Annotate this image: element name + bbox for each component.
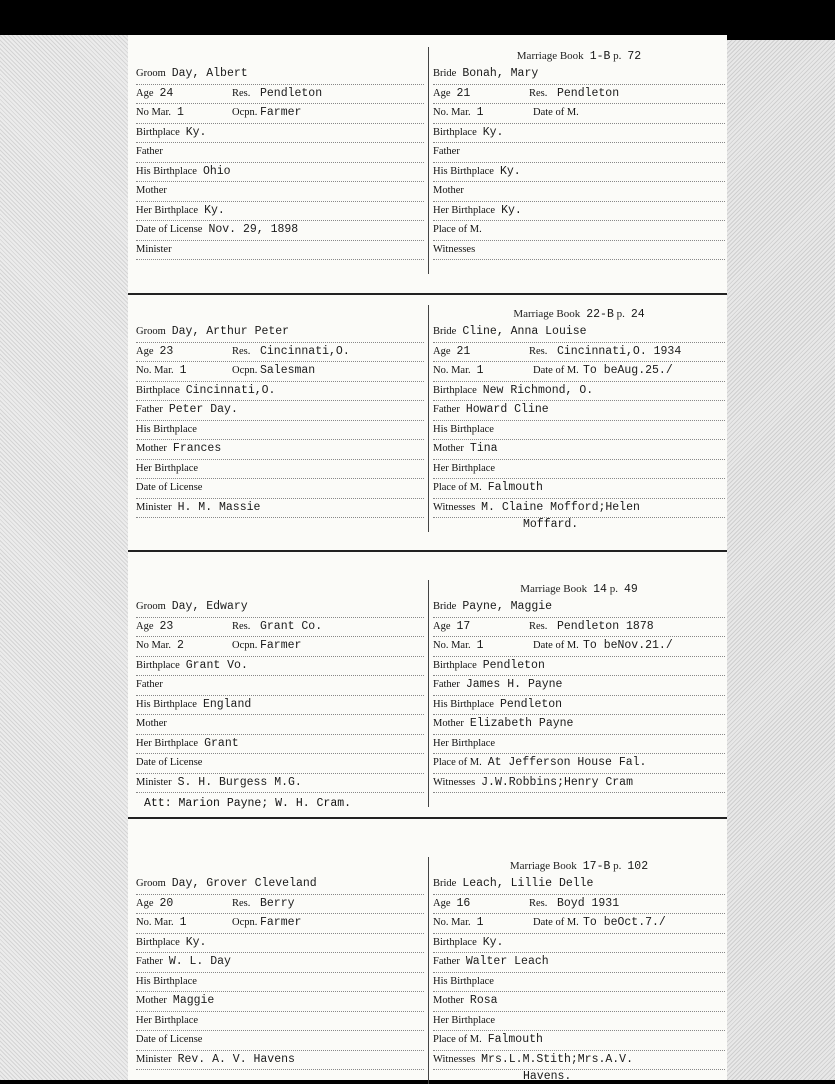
field-value: 1 bbox=[476, 916, 484, 929]
field-value: Walter Leach bbox=[465, 955, 549, 968]
field-label: Date of License bbox=[136, 757, 203, 768]
page-label: p. bbox=[616, 308, 625, 320]
bride-section bbox=[428, 580, 725, 807]
groom-field-age bbox=[136, 895, 424, 915]
groom-section bbox=[136, 875, 424, 1070]
bride-field-no-mar bbox=[433, 104, 725, 124]
marriage-book-reference bbox=[433, 47, 725, 65]
marriage-book-label: Marriage Book bbox=[513, 308, 581, 320]
page-label: p. bbox=[613, 860, 622, 872]
field-value: Ky. bbox=[501, 203, 522, 217]
bride-field-father bbox=[433, 401, 725, 421]
field-label: Father bbox=[136, 956, 163, 967]
bride-section bbox=[428, 857, 725, 1084]
field-label: No. Mar. bbox=[433, 917, 471, 928]
field-label: Her Birthplace bbox=[433, 204, 496, 216]
field-label: Her Birthplace bbox=[433, 462, 496, 474]
field-value: 1 bbox=[476, 639, 484, 652]
field-value: Day, Arthur Peter bbox=[171, 325, 290, 338]
bride-field-father bbox=[433, 143, 725, 163]
bride-field-age bbox=[433, 343, 725, 363]
groom-field-age bbox=[136, 85, 424, 105]
field-label: Mother bbox=[136, 995, 167, 1006]
field-label: Age bbox=[136, 620, 154, 632]
bride-field-witnesses bbox=[433, 499, 725, 519]
field-label: Groom bbox=[136, 878, 166, 889]
bride-field-his-birthplace bbox=[433, 973, 725, 993]
field-value: Howard Cline bbox=[465, 403, 549, 416]
field-label: Mother bbox=[433, 995, 464, 1006]
field-value: 23 bbox=[159, 344, 174, 358]
field-value: Falmouth bbox=[487, 1033, 543, 1046]
groom-field-age bbox=[136, 618, 424, 638]
field-value-secondary: Salesman bbox=[260, 364, 316, 377]
field-label: Bride bbox=[433, 878, 457, 889]
field-value-secondary: To beNov.21./ bbox=[583, 639, 673, 652]
groom-field-mother bbox=[136, 440, 424, 460]
field-label: Bride bbox=[433, 326, 457, 337]
field-value: 1 bbox=[179, 364, 187, 377]
field-label: Place of M. bbox=[433, 757, 482, 768]
field-value: 21 bbox=[456, 344, 471, 358]
field-value-secondary: Cincinnati,O. bbox=[260, 344, 350, 358]
bride-field-her-birthplace bbox=[433, 1012, 725, 1032]
field-value: 23 bbox=[159, 619, 174, 633]
marriage-book-number: 1-B bbox=[589, 50, 611, 63]
field-value: 2 bbox=[177, 639, 184, 652]
bride-field-no-mar bbox=[433, 362, 725, 382]
field-label-secondary: Res. bbox=[232, 87, 251, 99]
field-value-secondary: Cincinnati,O. 1934 bbox=[557, 344, 682, 358]
field-value: W. L. Day bbox=[168, 955, 231, 968]
field-label-secondary: Ocpn. bbox=[232, 107, 258, 118]
field-label: Birthplace bbox=[136, 936, 180, 948]
bride-field-place-of-m bbox=[433, 479, 725, 499]
field-label-secondary: Date of M. bbox=[533, 365, 579, 376]
bride-field-his-birthplace bbox=[433, 163, 725, 183]
groom-field-date-of-license bbox=[136, 221, 424, 241]
field-value: 1 bbox=[476, 364, 484, 377]
bride-field-mother bbox=[433, 182, 725, 202]
field-value-secondary: Pendleton 1878 bbox=[557, 619, 654, 633]
field-value: Rev. A. V. Havens bbox=[177, 1052, 295, 1066]
field-value: Pendleton bbox=[482, 658, 545, 672]
field-value: H. M. Massie bbox=[177, 500, 261, 514]
field-value: 16 bbox=[456, 896, 471, 910]
groom-field-his-birthplace bbox=[136, 696, 424, 716]
groom-field-her-birthplace bbox=[136, 1012, 424, 1032]
groom-field-birthplace bbox=[136, 934, 424, 954]
witnesses-continuation: Moffard. bbox=[523, 518, 579, 531]
field-value: Falmouth bbox=[487, 481, 543, 494]
field-label: Place of M. bbox=[433, 224, 482, 235]
bride-field-birthplace bbox=[433, 657, 725, 677]
field-label-secondary: Res. bbox=[232, 897, 251, 909]
groom-section bbox=[136, 65, 424, 260]
field-value-secondary: Berry bbox=[260, 896, 295, 910]
bride-field-bride bbox=[433, 875, 725, 895]
field-label: Her Birthplace bbox=[433, 737, 496, 749]
field-label: Date of License bbox=[136, 224, 203, 235]
field-value-secondary: Farmer bbox=[260, 106, 302, 119]
field-label: Place of M. bbox=[433, 482, 482, 493]
field-label-secondary: Res. bbox=[529, 87, 548, 99]
groom-field-father bbox=[136, 401, 424, 421]
bride-field-birthplace bbox=[433, 382, 725, 402]
witnesses-continuation bbox=[433, 793, 725, 807]
marriage-book-number: 22-B bbox=[586, 308, 614, 321]
field-value-secondary: To beOct.7./ bbox=[583, 916, 666, 929]
field-label-secondary: Ocpn. bbox=[232, 365, 258, 376]
field-label-secondary: Res. bbox=[232, 620, 251, 632]
field-label: Age bbox=[136, 87, 154, 99]
field-label: Birthplace bbox=[136, 659, 180, 671]
bride-section bbox=[428, 47, 725, 274]
field-label-secondary: Date of M. bbox=[533, 917, 579, 928]
groom-field-date-of-license bbox=[136, 479, 424, 499]
marriage-record-card bbox=[128, 817, 727, 1083]
field-value: Ky. bbox=[482, 935, 504, 949]
bride-field-bride bbox=[433, 598, 725, 618]
field-value: S. H. Burgess M.G. bbox=[177, 775, 302, 789]
groom-field-his-birthplace bbox=[136, 163, 424, 183]
field-value: Cincinnati,O. bbox=[185, 383, 276, 397]
field-value: Grant bbox=[204, 736, 239, 750]
field-label: Witnesses bbox=[433, 776, 476, 788]
field-label: Age bbox=[433, 345, 451, 357]
field-label: His Birthplace bbox=[433, 975, 494, 987]
field-label-secondary: Res. bbox=[232, 345, 251, 357]
marriage-book-reference bbox=[433, 580, 725, 598]
field-value: Payne, Maggie bbox=[462, 600, 553, 613]
attestation-note: Att: Marion Payne; W. H. Cram. bbox=[144, 797, 352, 810]
marriage-record-card bbox=[128, 550, 727, 819]
field-label: Father bbox=[433, 146, 460, 157]
field-label: Mother bbox=[433, 443, 464, 454]
groom-field-minister bbox=[136, 241, 424, 261]
bride-field-his-birthplace bbox=[433, 696, 725, 716]
groom-field-no-mar bbox=[136, 914, 424, 934]
field-label: Her Birthplace bbox=[136, 737, 199, 749]
groom-field-date-of-license bbox=[136, 754, 424, 774]
bride-field-bride bbox=[433, 323, 725, 343]
bride-field-her-birthplace bbox=[433, 202, 725, 222]
field-value: New Richmond, O. bbox=[482, 383, 594, 397]
field-label: Her Birthplace bbox=[136, 462, 199, 474]
field-label: Birthplace bbox=[136, 126, 180, 138]
field-label: Mother bbox=[136, 185, 167, 196]
field-label: His Birthplace bbox=[433, 423, 494, 435]
bride-field-no-mar bbox=[433, 637, 725, 657]
field-value: Ky. bbox=[499, 164, 521, 178]
page-label: p. bbox=[609, 583, 618, 595]
groom-field-father bbox=[136, 676, 424, 696]
field-label: Birthplace bbox=[433, 659, 477, 671]
field-label-secondary: Date of M. bbox=[533, 640, 579, 651]
witnesses-continuation bbox=[433, 260, 725, 274]
field-label: Minister bbox=[136, 243, 172, 255]
field-value: Leach, Lillie Delle bbox=[462, 877, 594, 890]
field-label: Her Birthplace bbox=[136, 1014, 199, 1026]
bride-field-his-birthplace bbox=[433, 421, 725, 441]
groom-section bbox=[136, 323, 424, 518]
marriage-record-card bbox=[128, 35, 727, 295]
field-value: Peter Day. bbox=[168, 403, 238, 416]
field-value: 1 bbox=[476, 106, 484, 119]
page-label: p. bbox=[613, 50, 622, 62]
bride-section bbox=[428, 305, 725, 532]
field-label: Mother bbox=[136, 718, 167, 729]
field-label: Mother bbox=[433, 718, 464, 729]
field-label: His Birthplace bbox=[433, 165, 494, 177]
field-value: 17 bbox=[456, 619, 471, 633]
field-value: Maggie bbox=[172, 994, 215, 1007]
field-value: Elizabeth Payne bbox=[469, 717, 574, 730]
groom-field-minister bbox=[136, 499, 424, 519]
field-label: No. Mar. bbox=[136, 917, 174, 928]
field-label: Age bbox=[433, 897, 451, 909]
groom-field-groom bbox=[136, 65, 424, 85]
bride-field-age bbox=[433, 85, 725, 105]
field-value-secondary: Grant Co. bbox=[260, 619, 323, 633]
page-number: 49 bbox=[623, 583, 638, 596]
field-label: Age bbox=[433, 87, 451, 99]
field-label: Father bbox=[136, 404, 163, 415]
field-label: Birthplace bbox=[433, 936, 477, 948]
groom-field-his-birthplace bbox=[136, 973, 424, 993]
bride-field-mother bbox=[433, 440, 725, 460]
groom-field-her-birthplace bbox=[136, 202, 424, 222]
bride-field-no-mar bbox=[433, 914, 725, 934]
groom-field-date-of-license bbox=[136, 1031, 424, 1051]
bride-field-bride bbox=[433, 65, 725, 85]
bride-field-her-birthplace bbox=[433, 460, 725, 480]
field-label: Father bbox=[433, 404, 460, 415]
page-number: 72 bbox=[627, 50, 642, 63]
field-label-secondary: Res. bbox=[529, 345, 548, 357]
groom-field-no-mar bbox=[136, 637, 424, 657]
groom-field-minister bbox=[136, 774, 424, 794]
marriage-book-label: Marriage Book bbox=[509, 860, 577, 872]
right-margin-strip bbox=[727, 40, 835, 1080]
bride-field-place-of-m bbox=[433, 754, 725, 774]
marriage-book-reference bbox=[433, 305, 725, 323]
bride-field-father bbox=[433, 953, 725, 973]
field-value: England bbox=[202, 697, 252, 711]
field-label: His Birthplace bbox=[136, 165, 197, 177]
field-value: 20 bbox=[159, 896, 174, 910]
field-label-secondary: Ocpn. bbox=[232, 917, 258, 928]
field-label: Groom bbox=[136, 68, 166, 79]
groom-field-mother bbox=[136, 715, 424, 735]
groom-field-no-mar bbox=[136, 362, 424, 382]
field-label: His Birthplace bbox=[136, 975, 197, 987]
field-label: Groom bbox=[136, 601, 166, 612]
field-label: Birthplace bbox=[433, 384, 477, 396]
field-value: Ky. bbox=[185, 935, 207, 949]
field-label: Witnesses bbox=[433, 243, 476, 255]
field-label: Birthplace bbox=[433, 126, 477, 138]
groom-field-father bbox=[136, 143, 424, 163]
field-label: No Mar. bbox=[136, 640, 171, 651]
field-label: No Mar. bbox=[136, 107, 171, 118]
field-value: 24 bbox=[159, 86, 174, 100]
groom-field-birthplace bbox=[136, 382, 424, 402]
bride-field-witnesses bbox=[433, 774, 725, 794]
bride-field-birthplace bbox=[433, 934, 725, 954]
field-value-secondary: Pendleton bbox=[260, 86, 323, 100]
field-label: Birthplace bbox=[136, 384, 180, 396]
field-value: Day, Edwary bbox=[171, 600, 248, 613]
field-value: Nov. 29, 1898 bbox=[208, 223, 299, 236]
bride-field-mother bbox=[433, 992, 725, 1012]
bride-field-witnesses bbox=[433, 1051, 725, 1071]
field-label: His Birthplace bbox=[136, 423, 197, 435]
field-label-secondary: Res. bbox=[529, 620, 548, 632]
bride-field-age bbox=[433, 618, 725, 638]
field-value: Tina bbox=[469, 442, 498, 455]
marriage-record-card bbox=[128, 293, 727, 552]
field-value-secondary: Farmer bbox=[260, 916, 302, 929]
groom-field-minister bbox=[136, 1051, 424, 1071]
field-label: No. Mar. bbox=[433, 365, 471, 376]
field-label: Mother bbox=[433, 185, 464, 196]
witnesses-continuation: Havens. bbox=[523, 1070, 572, 1083]
field-label: Groom bbox=[136, 326, 166, 337]
bride-field-father bbox=[433, 676, 725, 696]
bride-field-age bbox=[433, 895, 725, 915]
field-value: At Jefferson House Fal. bbox=[487, 756, 647, 769]
field-label: Father bbox=[136, 146, 163, 157]
groom-field-her-birthplace bbox=[136, 460, 424, 480]
field-label: Witnesses bbox=[433, 501, 476, 513]
field-value: Frances bbox=[172, 442, 222, 455]
field-value-secondary: Pendleton bbox=[557, 86, 620, 100]
field-label: Father bbox=[433, 679, 460, 690]
field-value-secondary: Farmer bbox=[260, 639, 302, 652]
bride-field-her-birthplace bbox=[433, 735, 725, 755]
marriage-book-number: 14 bbox=[593, 583, 607, 596]
groom-field-mother bbox=[136, 992, 424, 1012]
field-label: Age bbox=[433, 620, 451, 632]
field-label: Age bbox=[136, 345, 154, 357]
groom-field-father bbox=[136, 953, 424, 973]
field-value: Bonah, Mary bbox=[462, 67, 539, 80]
marriage-book-reference bbox=[433, 857, 725, 875]
bride-field-place-of-m bbox=[433, 1031, 725, 1051]
bride-field-mother bbox=[433, 715, 725, 735]
groom-field-birthplace bbox=[136, 657, 424, 677]
marriage-book-number: 17-B bbox=[582, 860, 611, 873]
groom-field-groom bbox=[136, 598, 424, 618]
field-value: M. Claine Mofford;Helen bbox=[481, 500, 640, 514]
field-label: Father bbox=[433, 956, 460, 967]
field-value: Pendleton bbox=[499, 697, 563, 711]
field-label: Minister bbox=[136, 1053, 172, 1065]
field-value: Ky. bbox=[185, 125, 207, 139]
page-number: 102 bbox=[627, 860, 649, 873]
bride-field-place-of-m bbox=[433, 221, 725, 241]
field-value: Ky. bbox=[204, 203, 225, 217]
field-label: His Birthplace bbox=[136, 698, 197, 710]
groom-field-his-birthplace bbox=[136, 421, 424, 441]
field-value: Mrs.L.M.Stith;Mrs.A.V. bbox=[481, 1052, 633, 1066]
field-value: 1 bbox=[179, 916, 187, 929]
field-label: No. Mar. bbox=[433, 640, 471, 651]
field-label-secondary: Ocpn. bbox=[232, 640, 258, 651]
field-label: Place of M. bbox=[433, 1034, 482, 1045]
field-label: Mother bbox=[136, 443, 167, 454]
field-value: Cline, Anna Louise bbox=[462, 325, 587, 338]
field-label: No. Mar. bbox=[433, 107, 471, 118]
field-label: His Birthplace bbox=[433, 698, 494, 710]
field-value-secondary: To beAug.25./ bbox=[583, 364, 673, 377]
record-sheet bbox=[128, 35, 727, 1083]
page-number: 24 bbox=[630, 308, 645, 321]
field-label: Bride bbox=[433, 601, 457, 612]
groom-field-groom bbox=[136, 323, 424, 343]
groom-field-her-birthplace bbox=[136, 735, 424, 755]
field-value: Ohio bbox=[202, 164, 231, 178]
field-value-secondary: Boyd 1931 bbox=[557, 896, 620, 910]
field-label: Her Birthplace bbox=[136, 204, 199, 216]
groom-field-age bbox=[136, 343, 424, 363]
field-label: Minister bbox=[136, 501, 172, 513]
field-label-secondary: Date of M. bbox=[533, 107, 579, 118]
left-margin-strip bbox=[0, 35, 128, 1080]
field-label: Date of License bbox=[136, 482, 203, 493]
field-value: Grant Vo. bbox=[185, 658, 248, 672]
field-label-secondary: Res. bbox=[529, 897, 548, 909]
field-value: Rosa bbox=[469, 994, 498, 1007]
field-value: Ky. bbox=[482, 125, 504, 139]
groom-field-no-mar bbox=[136, 104, 424, 124]
groom-section bbox=[136, 598, 424, 793]
field-value: J.W.Robbins;Henry Cram bbox=[481, 775, 633, 789]
field-label: No. Mar. bbox=[136, 365, 174, 376]
bride-field-witnesses bbox=[433, 241, 725, 261]
field-label: Father bbox=[136, 679, 163, 690]
marriage-book-label: Marriage Book bbox=[516, 50, 584, 62]
field-value: 21 bbox=[456, 86, 471, 100]
field-label: Minister bbox=[136, 776, 172, 788]
field-label: Bride bbox=[433, 68, 457, 79]
field-label: Date of License bbox=[136, 1034, 203, 1045]
field-value: Day, Grover Cleveland bbox=[171, 877, 317, 890]
field-label: Her Birthplace bbox=[433, 1014, 496, 1026]
field-value: 1 bbox=[177, 106, 184, 119]
field-value: Day, Albert bbox=[171, 67, 248, 80]
marriage-book-label: Marriage Book bbox=[520, 583, 588, 595]
groom-field-groom bbox=[136, 875, 424, 895]
field-label: Witnesses bbox=[433, 1053, 476, 1065]
bride-field-birthplace bbox=[433, 124, 725, 144]
field-label: Age bbox=[136, 897, 154, 909]
field-value: James H. Payne bbox=[465, 678, 563, 691]
groom-field-birthplace bbox=[136, 124, 424, 144]
groom-field-mother bbox=[136, 182, 424, 202]
